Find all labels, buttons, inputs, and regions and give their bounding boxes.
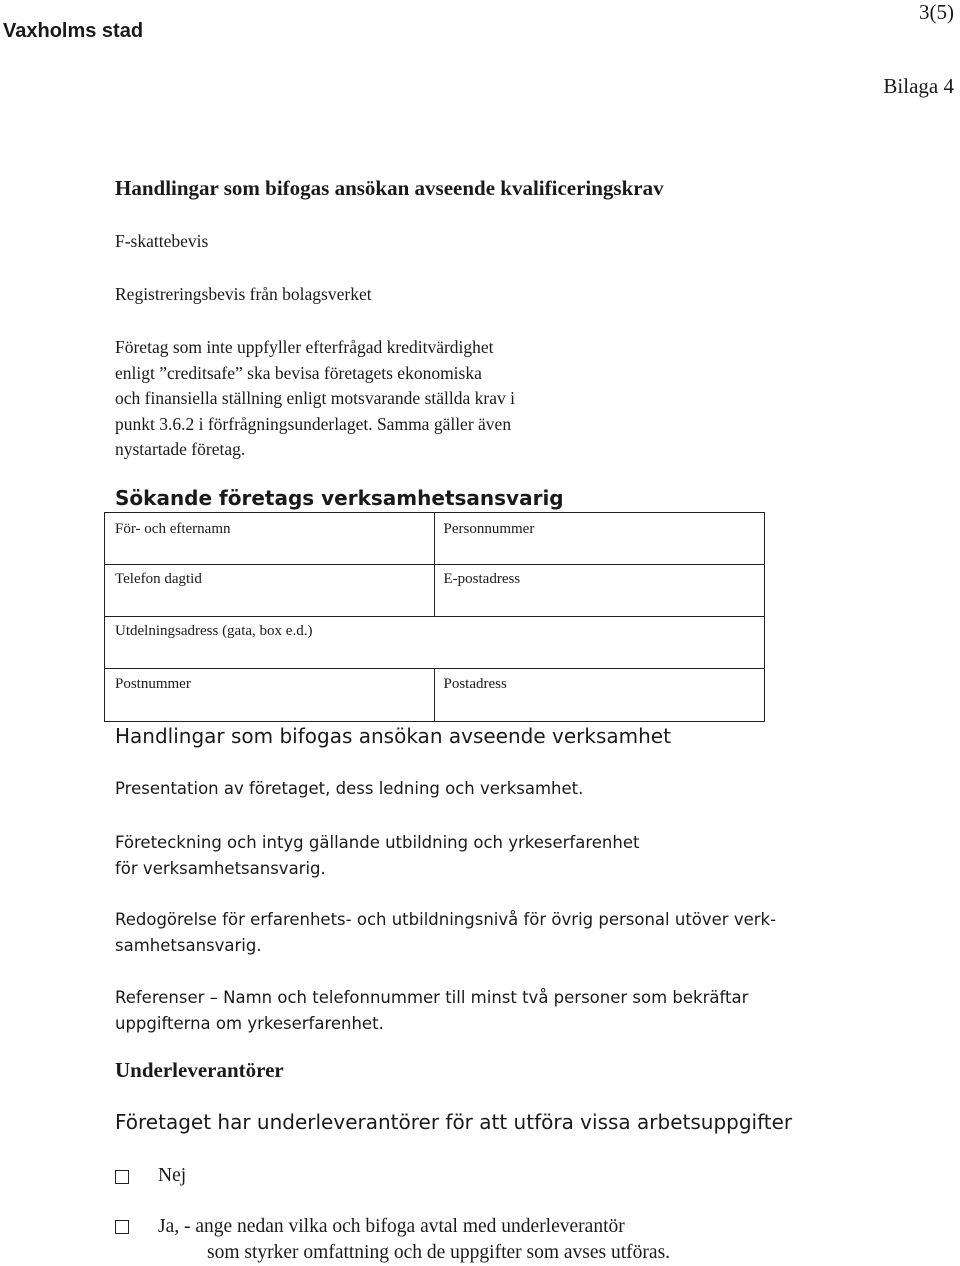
business-item-line: Referenser – Namn och telefonnummer till minst två personer som bekräftar [115, 988, 749, 1007]
business-item-line: samhetsansvarig. [115, 935, 262, 955]
address-field-label: Utdelningsadress (gata, box e.d.) [115, 623, 313, 639]
business-item-references [115, 985, 748, 1036]
page-number: 3(5) [919, 0, 954, 24]
credit-line: Företag som inte uppfyller efterfrågad kreditvärdighet [115, 337, 494, 357]
credit-line: enligt ”creditsafe” ska bevisa företagets ekonomiska [115, 362, 482, 383]
name-field[interactable] [104, 512, 435, 565]
subcontractors-question: Företaget har underleverantörer för att utföra vissa arbetsuppgifter [115, 1110, 793, 1134]
qualification-item-registration-certificate: Registreringsbevis från bolagsverket [115, 284, 372, 304]
option-yes-label: Ja, - ange nedan vilka och bifoga avtal med underleverantör [158, 1216, 625, 1237]
option-no-checkbox[interactable] [115, 1170, 129, 1184]
qualification-item-tax-certificate: F-skattebevis [115, 231, 209, 251]
phone-field-label: Telefon dagtid [115, 570, 202, 587]
business-item-presentation: Presentation av företaget, dess ledning och verksamhet. [115, 779, 584, 798]
phone-field[interactable] [104, 564, 435, 617]
qualifications-heading: Handlingar som bifogas ansökan avseende kvalificeringskrav [115, 176, 664, 200]
business-item-line: uppgifterna om yrkeserfarenhet. [115, 1013, 384, 1033]
address-field[interactable] [104, 615, 765, 669]
subcontractors-heading: Underleverantörer [115, 1058, 284, 1082]
personal-number-field[interactable] [434, 512, 766, 565]
credit-requirement-text [115, 335, 515, 463]
business-item-line: Redogörelse för erfarenhets- och utbildningsnivå för övrig personal utöver verk- [115, 910, 777, 929]
business-item-line: Företeckning och intyg gällande utbildning och yrkeserfarenhet [115, 833, 640, 852]
email-field-label: E-postadress [443, 570, 521, 587]
option-no-label: Nej [158, 1165, 187, 1186]
option-yes-checkbox[interactable] [115, 1220, 129, 1234]
personal-number-field-label: Personnummer [443, 521, 535, 537]
option-yes-label-continued: som styrker omfattning och de uppgifter som avses utföras. [207, 1242, 671, 1263]
annex-label: Bilaga 4 [883, 74, 954, 98]
business-item-line: för verksamhetsansvarig. [115, 858, 326, 878]
credit-line: nystartade företag. [115, 439, 246, 459]
business-heading: Handlingar som bifogas ansökan avseende verksamhet [115, 724, 671, 748]
credit-line: och finansiella ställning enligt motsvarande ställda krav i [115, 388, 515, 408]
organization-name: Vaxholms stad [3, 20, 144, 42]
postal-code-field-label: Postnummer [115, 675, 191, 692]
responsible-heading: Sökande företags verksamhetsansvarig [115, 486, 564, 510]
business-item-staff [115, 907, 776, 958]
postal-address-field[interactable] [434, 668, 766, 723]
business-item-education [115, 830, 639, 881]
postal-code-field[interactable] [104, 668, 435, 723]
postal-address-field-label: Postadress [443, 675, 507, 692]
name-field-label: För- och efternamn [115, 521, 231, 537]
credit-line: punkt 3.6.2 i förfrågningsunderlaget. Samma gäller även [115, 413, 512, 434]
email-field[interactable] [434, 564, 766, 617]
responsible-form [104, 512, 765, 722]
